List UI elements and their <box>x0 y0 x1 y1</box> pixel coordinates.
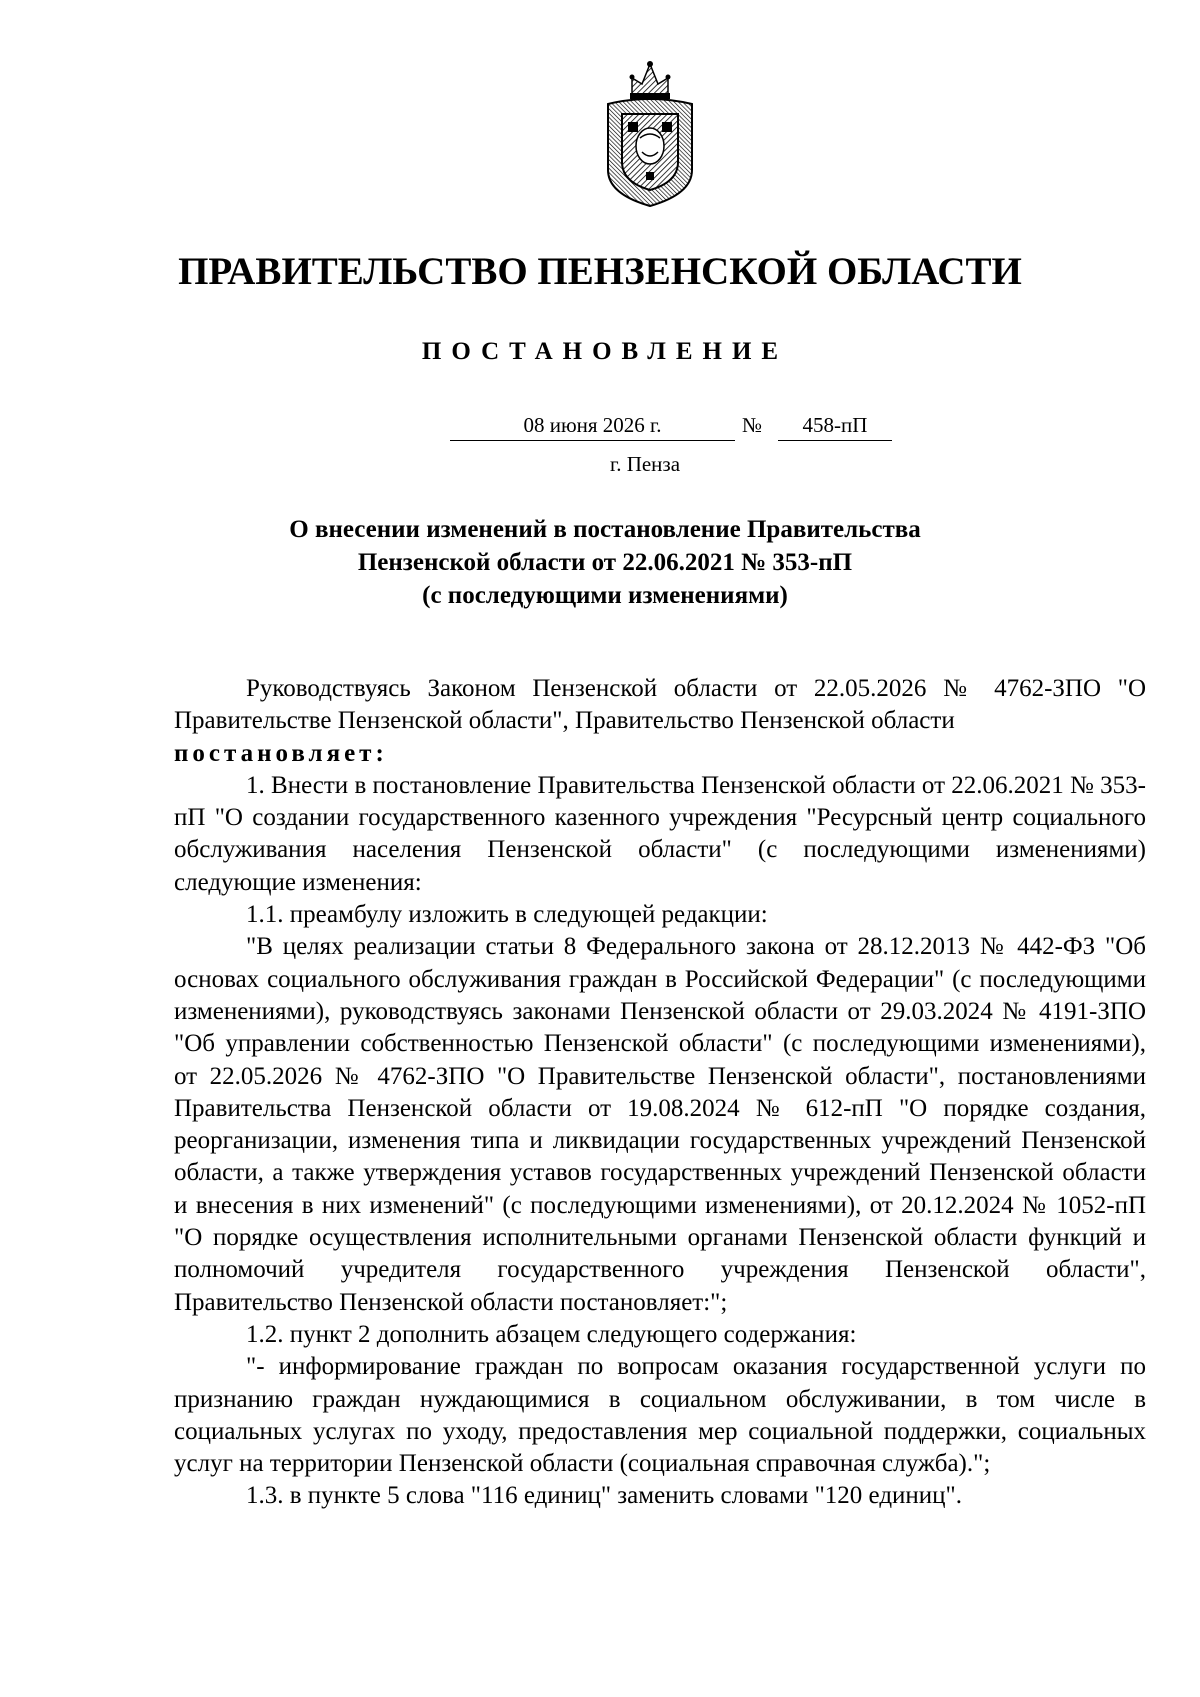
subject-line-1: О внесении изменений в постановление Правительства <box>289 516 921 543</box>
decree-body <box>174 673 1146 1513</box>
document-type-title: ПОСТАНОВЛЕНИЕ <box>421 338 789 365</box>
preamble-paragraph: Руководствуясь Законом Пензенской области от 22.05.2026 № 4762-ЗПО "О Правительстве Пензенской области", Правительство Пензенской области <box>174 675 1146 735</box>
decree-date: 08 июня 2026 г. <box>450 410 735 441</box>
item-1-1: 1.1. преамбулу изложить в следующей редакции: <box>246 901 768 929</box>
decree-number: 458-пП <box>778 410 892 441</box>
item-1-2: 1.2. пункт 2 дополнить абзацем следующего содержания: <box>246 1320 857 1348</box>
item-1: 1. Внести в постановление Правительства Пензенской области от 22.06.2021 № 353-пП "О создании государственного казенного учреждения "Ресурсный центр социального обслуживания населения Пензенской области" (с последующими изменениями) следующие изменения: <box>174 771 1146 896</box>
city: г. Пенза <box>609 452 681 476</box>
subject-line-2: Пензенской области от 22.06.2021 № 353-пП <box>357 549 853 576</box>
resolves-word: постановляет: <box>174 739 388 767</box>
item-1-2-text: "- информирование граждан по вопросам оказания государственной услуги по признанию граждан нуждающимися в социальном обслуживании, в том числе в социальных услугах по уходу, предоставления мер социальной поддержки, социальных услуг на территории Пензенской области (социальная справочная служба)."; <box>174 1353 1146 1478</box>
number-sign: № <box>742 413 763 437</box>
resolves-paragraph <box>174 738 1146 770</box>
government-title: ПРАВИТЕЛЬСТВО ПЕНЗЕНСКОЙ ОБЛАСТИ <box>178 250 1022 293</box>
item-1-3: 1.3. в пункте 5 слова "116 единиц" заменить словами "120 единиц". <box>246 1482 963 1510</box>
item-1-1-text: "В целях реализации статьи 8 Федерального закона от 28.12.2013 № 442-ФЗ "Об основах социального обслуживания граждан в Российской Федерации" (с последующими изменениями), руководствуясь законами Пензенской области от 29.03.2024 № 4191-ЗПО "Об управлении собственностью Пензенской области" (с последующими изменениями), от 22.05.2026 № 4762-ЗПО "О Правительстве Пензенской области", постановлениями Правительства Пензенской области от 19.08.2024 № 612-пП "О порядке создания, реорганизации, изменения типа и ликвидации государственных учреждений Пензенской области, а также утверждения уставов государственных учреждений Пензенской области и внесения в них изменений" (с последующими изменениями), от 20.12.2024 № 1052-пП "О порядке осуществления исполнительными органами Пензенской области функций и полномочий учредителя государственного учреждения Пензенской области", Правительство Пензенской области постановляет:"; <box>174 933 1146 1316</box>
decree-subject <box>230 513 980 612</box>
coat-of-arms-emblem <box>602 60 698 210</box>
subject-line-3: (с последующими изменениями) <box>422 582 788 609</box>
